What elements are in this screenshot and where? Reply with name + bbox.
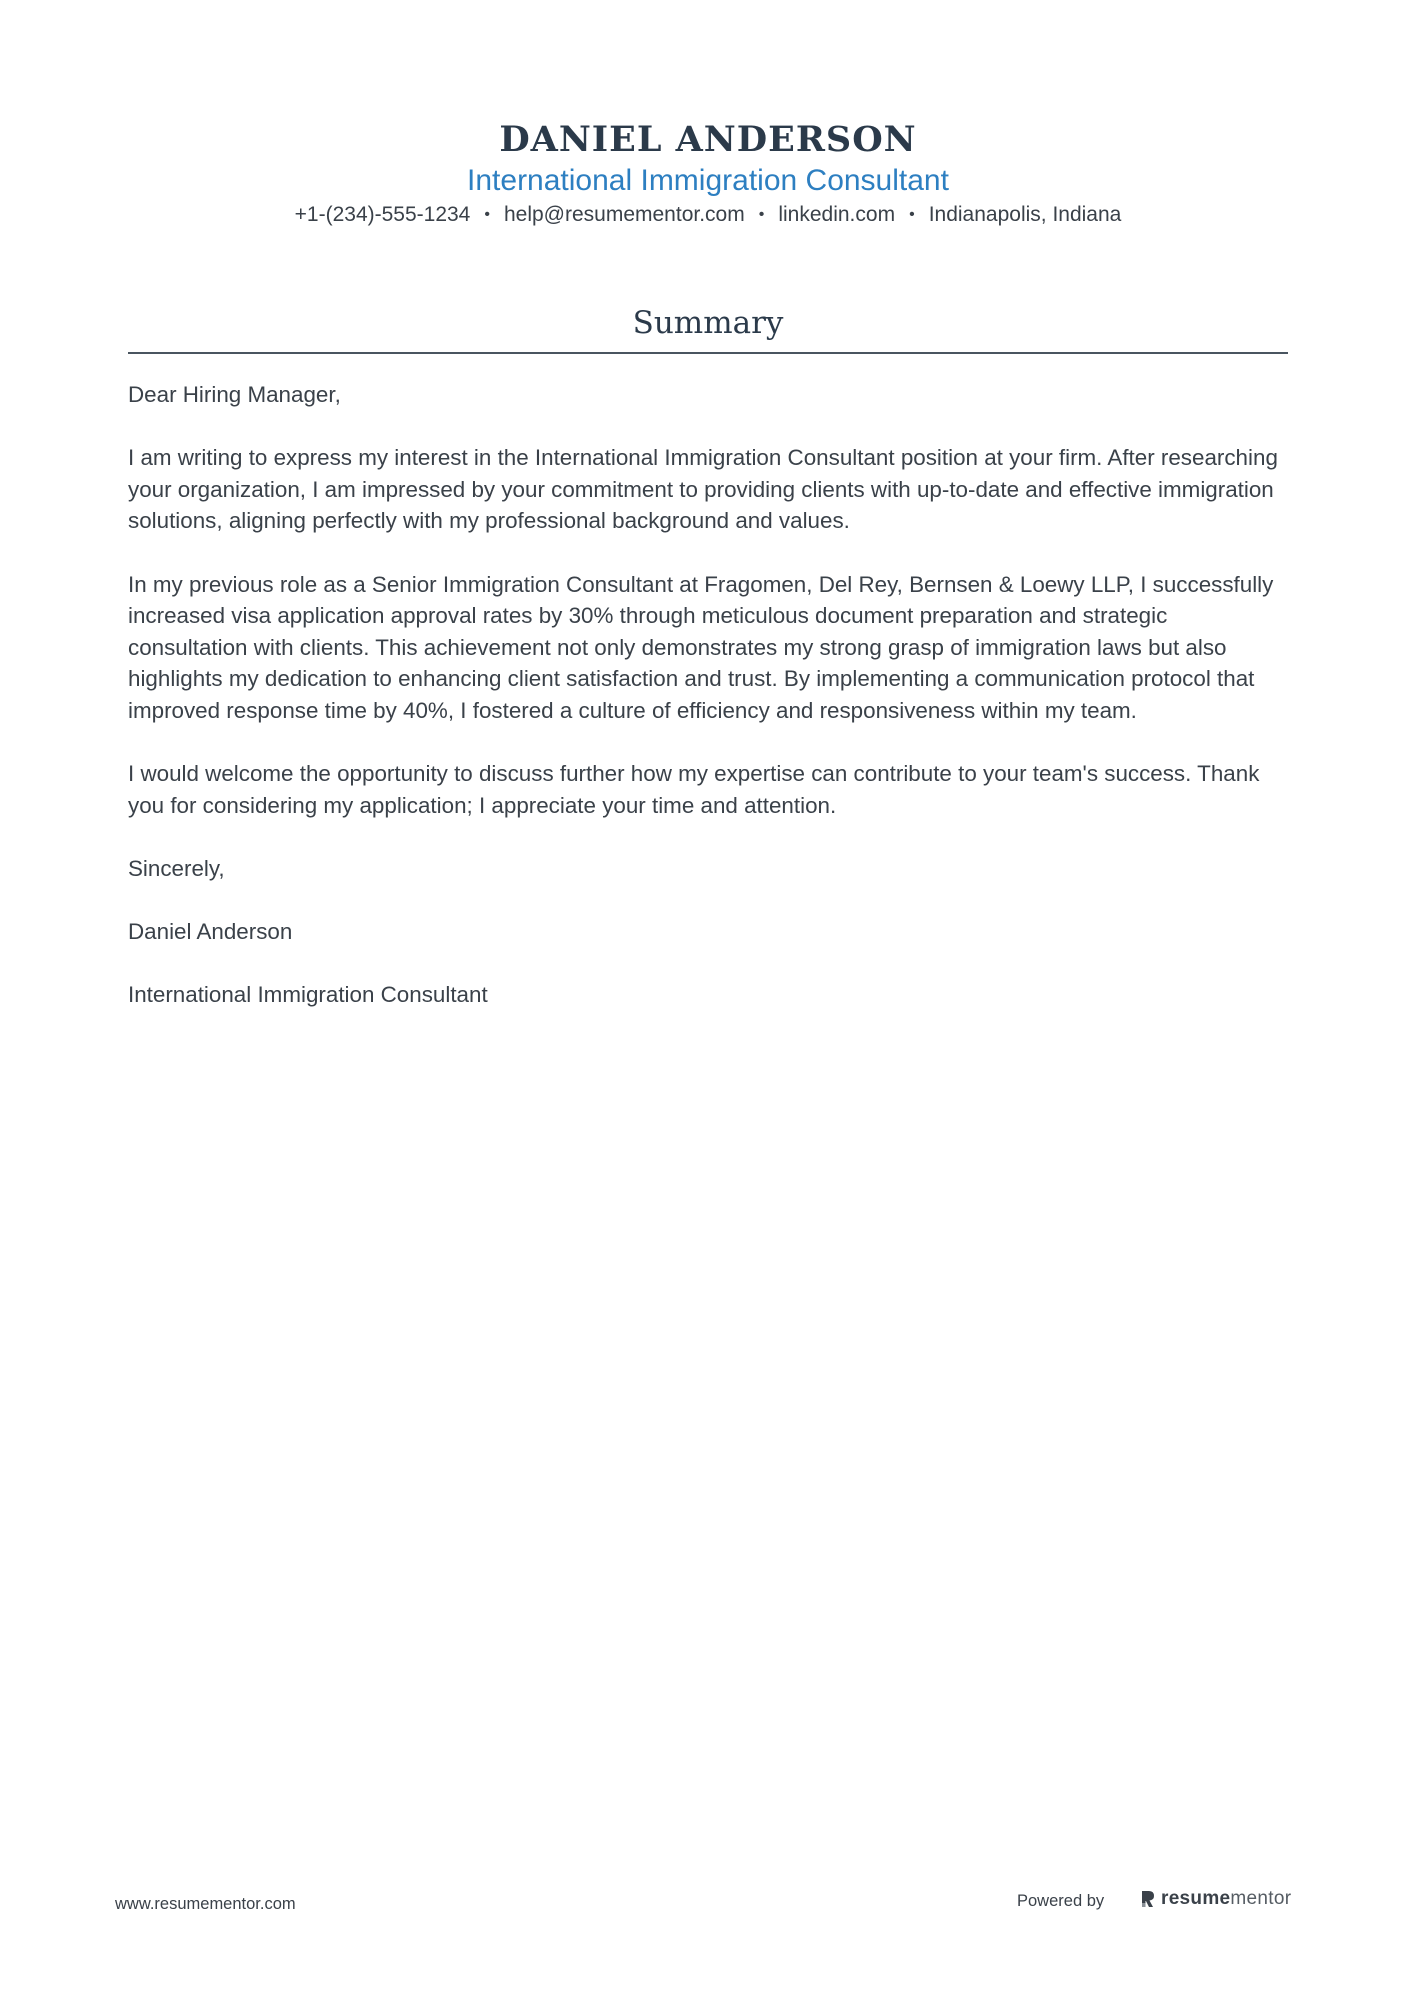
resumementor-logo — [1140, 1886, 1291, 1912]
resumementor-logo-icon — [1140, 1889, 1156, 1909]
closing: Sincerely, — [128, 855, 225, 881]
contact-linkedin: linkedin.com — [778, 203, 896, 226]
separator-dot: • — [909, 206, 915, 224]
candidate-name: DANIEL ANDERSON — [499, 119, 917, 160]
contact-phone: +1-(234)-555-1234 — [294, 203, 471, 226]
brand-wordmark-bold: resume — [1161, 1888, 1231, 1909]
letter-paragraph: In my previous role as a Senior Immigration Consultant at Fragomen, Del Rey, Bernsen & Loewy LLP, I successfully increased visa application approval rates by 30% through meticulous document preparation and strategic consultation with clients. This achievement not only demonstrates my strong grasp of immigration laws but also highlights my dedication to enhancing client satisfaction and trust. By implementing a communication protocol that improved response time by 40%, I fostered a culture of efficiency and responsiveness within my team. — [128, 571, 1274, 723]
footer-website: www.resumementor.com — [115, 1895, 296, 1913]
powered-by-label: Powered by — [1017, 1892, 1105, 1910]
signature-title: International Immigration Consultant — [128, 982, 488, 1008]
candidate-title: International Immigration Consultant — [467, 164, 949, 197]
contact-line — [128, 200, 1288, 230]
contact-location: Indianapolis, Indiana — [928, 203, 1122, 226]
salutation: Dear Hiring Manager, — [128, 382, 341, 407]
brand-wordmark-light: mentor — [1230, 1888, 1292, 1909]
letter-body — [128, 379, 1292, 1042]
section-divider — [128, 352, 1288, 354]
separator-dot: • — [484, 206, 490, 224]
brand-wordmark — [1161, 1886, 1291, 1912]
signature-name: Daniel Anderson — [128, 919, 293, 945]
contact-email: help@resumementor.com — [503, 203, 745, 226]
separator-dot: • — [758, 206, 765, 224]
section-heading-summary: Summary — [632, 305, 784, 341]
letter-paragraph: I am writing to express my interest in the International Immigration Consultant position at your firm. After researching your organization, I am impressed by your commitment to providing clients with up-to-date and effective immigration solutions, aligning perfectly with my professional background and values. — [128, 445, 1278, 534]
letter-paragraph: I would welcome the opportunity to discuss further how my expertise can contribute to your team's success. Thank you for considering my application; I appreciate your time and attention. — [128, 761, 1260, 818]
header — [128, 118, 1288, 230]
